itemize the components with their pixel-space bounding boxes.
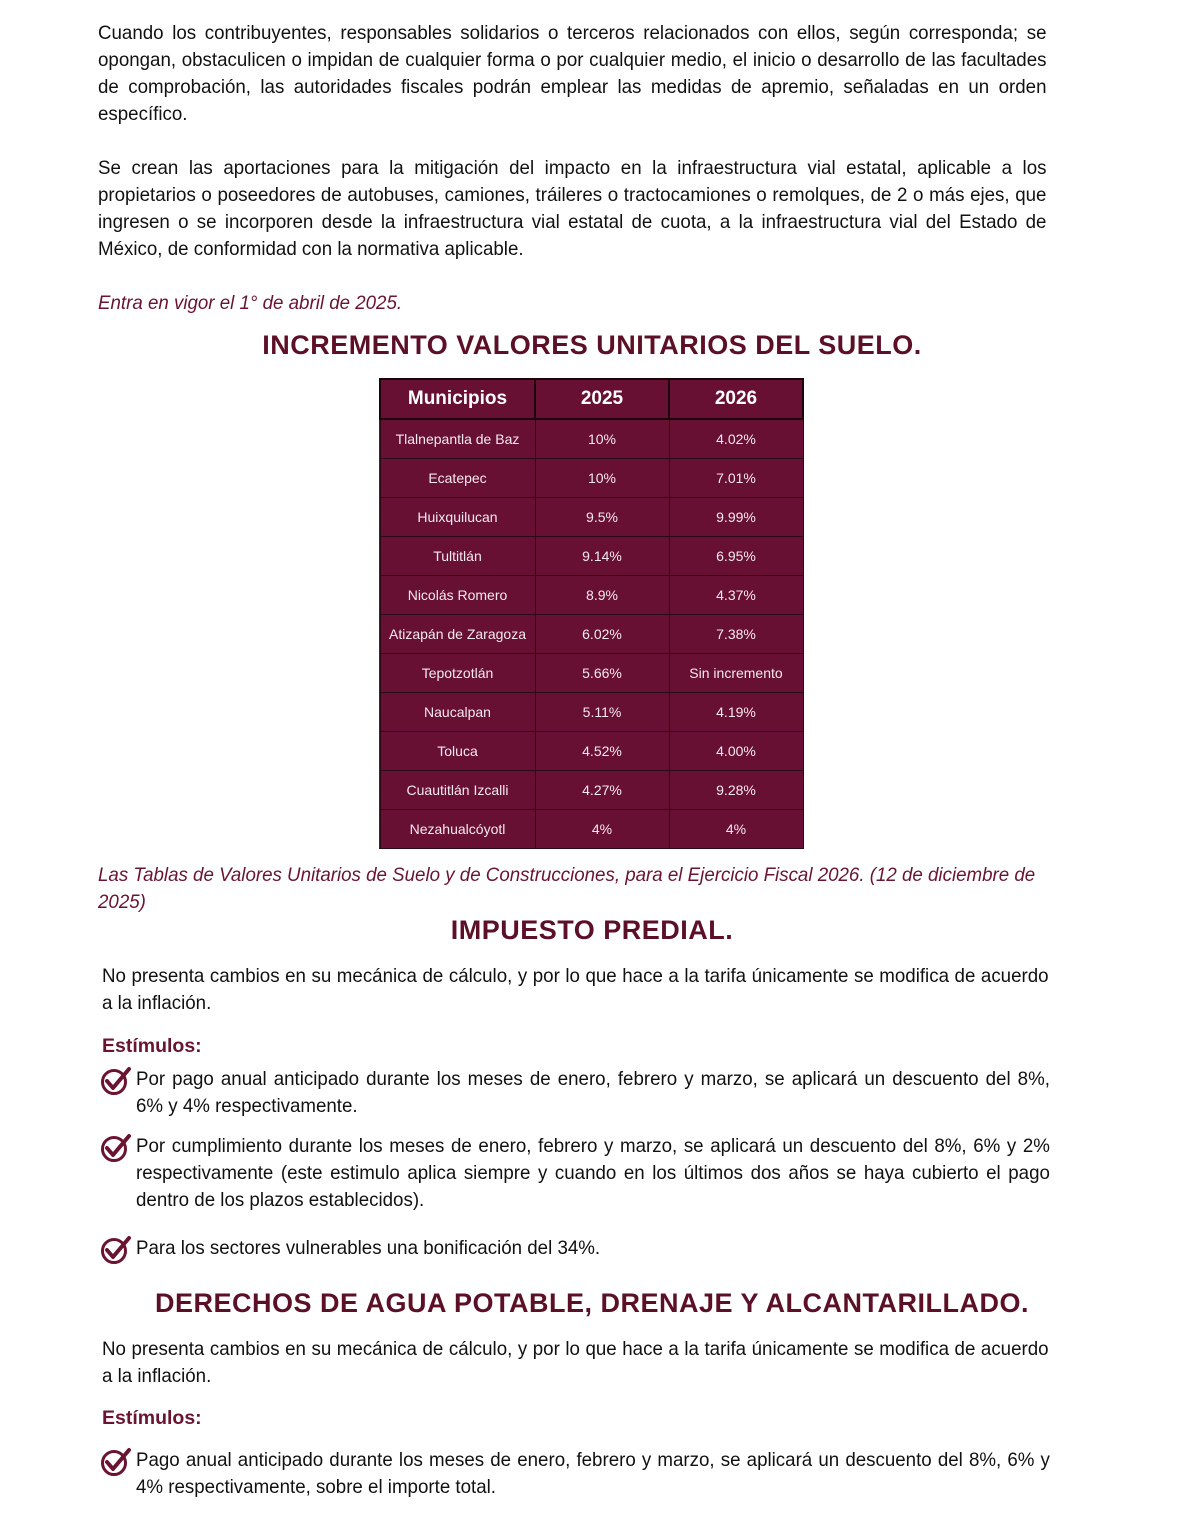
effective-date-note: Entra en vigor el 1° de abril de 2025.: [98, 292, 403, 314]
bullet-text: Por pago anual anticipado durante los meses de enero, febrero y marzo, se aplicará un descuento del 8%, 6% y 4% respectivamente.: [136, 1068, 1050, 1117]
value-2026-cell: Sin incremento: [669, 654, 803, 693]
table-row: [380, 576, 803, 615]
heading-impuesto-predial: IMPUESTO PREDIAL.: [450, 915, 734, 945]
table-row: [380, 732, 803, 771]
municipio-cell: Atizapán de Zaragoza: [380, 615, 535, 654]
bullet-text: Para los sectores vulnerables una bonificación del 34%.: [136, 1237, 601, 1259]
municipio-cell: Tepotzotlán: [380, 654, 535, 693]
value-2026-cell: 9.28%: [669, 771, 803, 810]
col-header-2025: 2025: [535, 379, 669, 419]
bullet-text: Por cumplimiento durante los meses de enero, febrero y marzo, se aplicará un descuento del 8%, 6% y 2% respectivamente (este estimulo aplica siempre y cuando en los últimos dos años se haya cubierto el pago dentro de los plazos establecidos).: [136, 1135, 1050, 1211]
table-row: [380, 615, 803, 654]
table-row: [380, 459, 803, 498]
col-header-2026: 2026: [669, 379, 803, 419]
value-2025-cell: 5.66%: [535, 654, 669, 693]
value-2026-cell: 4%: [669, 810, 803, 849]
value-2026-cell: 4.37%: [669, 576, 803, 615]
table-source-note: Las Tablas de Valores Unitarios de Suelo y de Construcciones, para el Ejercicio Fiscal 2026. (12 de diciembre de 2025): [98, 864, 1036, 913]
value-2025-cell: 10%: [535, 419, 669, 459]
value-2025-cell: 9.5%: [535, 498, 669, 537]
value-2026-cell: 4.02%: [669, 419, 803, 459]
municipio-cell: Nezahualcóyotl: [380, 810, 535, 849]
municipio-cell: Huixquilucan: [380, 498, 535, 537]
municipio-cell: Tultitlán: [380, 537, 535, 576]
value-2025-cell: 6.02%: [535, 615, 669, 654]
predial-stimulus-label: Estímulos:: [102, 1035, 202, 1057]
table-row: [380, 537, 803, 576]
check-circle-icon: [100, 1131, 132, 1163]
value-2026-cell: 9.99%: [669, 498, 803, 537]
value-2026-cell: 6.95%: [669, 537, 803, 576]
value-2025-cell: 10%: [535, 459, 669, 498]
heading-valores-unitarios: INCREMENTO VALORES UNITARIOS DEL SUELO.: [262, 330, 922, 360]
value-2025-cell: 9.14%: [535, 537, 669, 576]
table-row: [380, 693, 803, 732]
valores-table: [379, 378, 804, 849]
table-row: [380, 654, 803, 693]
predial-bullet: [100, 1066, 1088, 1120]
check-circle-icon: [100, 1445, 132, 1477]
municipio-cell: Toluca: [380, 732, 535, 771]
table-row: [380, 771, 803, 810]
value-2026-cell: 7.01%: [669, 459, 803, 498]
municipio-cell: Ecatepec: [380, 459, 535, 498]
municipio-cell: Nicolás Romero: [380, 576, 535, 615]
table-row: [380, 498, 803, 537]
value-2026-cell: 7.38%: [669, 615, 803, 654]
bullet-text: Pago anual anticipado durante los meses de enero, febrero y marzo, se aplicará un descuento del 8%, 6% y 4% respectivamente, sobre el importe total.: [136, 1449, 1050, 1498]
table-header-row: [380, 379, 803, 419]
value-2025-cell: 4%: [535, 810, 669, 849]
paragraph-aportaciones-vial: Se crean las aportaciones para la mitigación del impacto en la infraestructura vial estatal, aplicable a los propietarios o poseedores de autobuses, camiones, tráileres o tractocamiones o remolques, de 2 o más ejes, que ingresen o se incorporen desde la infraestructura vial estatal de cuota, a la infraestructura vial del Estado de México, de conformidad con la normativa aplicable.: [98, 157, 1047, 260]
value-2026-cell: 4.19%: [669, 693, 803, 732]
check-circle-icon: [100, 1064, 132, 1096]
predial-body: No presenta cambios en su mecánica de cálculo, y por lo que hace a la tarifa únicamente se modifica de acuerdo a la inflación.: [102, 965, 1049, 1014]
value-2025-cell: 5.11%: [535, 693, 669, 732]
value-2025-cell: 8.9%: [535, 576, 669, 615]
paragraph-medidas-apremio: Cuando los contribuyentes, responsables solidarios o terceros relacionados con ellos, según corresponda; se opongan, obstaculicen o impidan de cualquier forma o por cualquier medio, el inicio o desarrollo de las facultades de comprobación, las autoridades fiscales podrán emplear las medidas de apremio, señaladas en un orden específico.: [98, 22, 1047, 125]
municipio-cell: Naucalpan: [380, 693, 535, 732]
check-circle-icon: [100, 1233, 132, 1265]
agua-body: No presenta cambios en su mecánica de cálculo, y por lo que hace a la tarifa únicamente se modifica de acuerdo a la inflación.: [102, 1338, 1049, 1387]
table-row: [380, 419, 803, 459]
value-2025-cell: 4.27%: [535, 771, 669, 810]
predial-bullet: [100, 1235, 1088, 1265]
municipio-cell: Cuautitlán Izcalli: [380, 771, 535, 810]
predial-bullet: [100, 1133, 1088, 1214]
municipio-cell: Tlalnepantla de Baz: [380, 419, 535, 459]
agua-stimulus-label: Estímulos:: [102, 1407, 202, 1429]
table-row: [380, 810, 803, 849]
value-2026-cell: 4.00%: [669, 732, 803, 771]
col-header-municipios: Municipios: [380, 379, 535, 419]
value-2025-cell: 4.52%: [535, 732, 669, 771]
agua-bullet: [100, 1447, 1088, 1501]
heading-derechos-agua: DERECHOS DE AGUA POTABLE, DRENAJE Y ALCANTARILLADO.: [154, 1288, 1030, 1318]
